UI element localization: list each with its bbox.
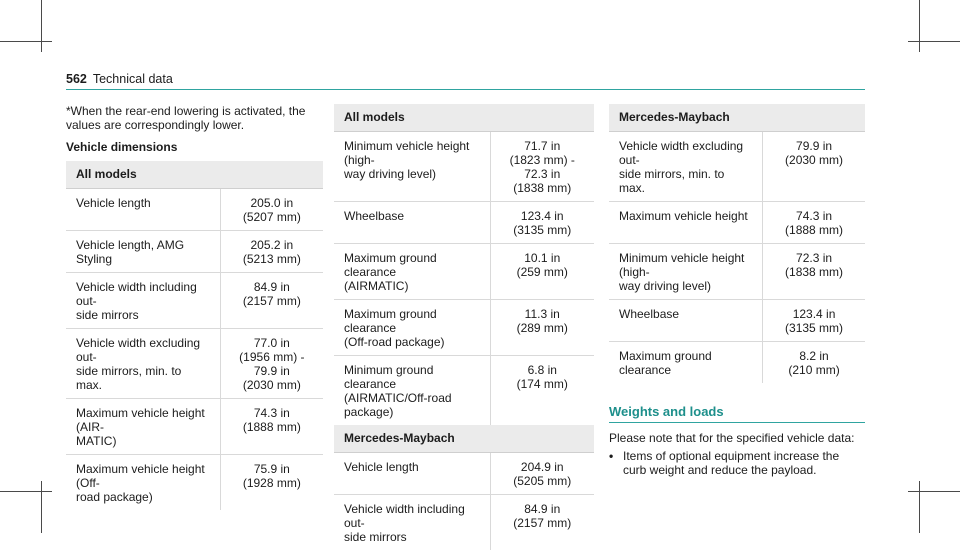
table-row (334, 132, 594, 202)
spec-value: 71.7 in (1823 mm) - 72.3 in (1838 mm) (490, 132, 594, 202)
table-row (609, 244, 865, 300)
table-row (66, 231, 323, 273)
crop-mark (0, 41, 52, 42)
table-row (66, 455, 323, 511)
footnote: *When the rear-end lowering is activated, the values are correspondingly lower. (66, 104, 323, 132)
spec-value: 10.1 in (259 mm) (490, 244, 594, 300)
crop-mark (41, 0, 42, 52)
section-title: Vehicle dimensions (66, 140, 323, 154)
spec-label: Vehicle length, AMG Styling (66, 231, 220, 273)
spec-label: Vehicle length (334, 453, 490, 495)
table-row (609, 300, 865, 342)
dimensions-table (66, 161, 323, 510)
weights-loads-title: Weights and loads (609, 405, 865, 423)
spec-label: Vehicle width including out- side mirrors (66, 273, 220, 329)
spec-value: 204.9 in (5205 mm) (490, 453, 594, 495)
spec-value: 6.8 in (174 mm) (490, 356, 594, 426)
spec-value: 123.4 in (3135 mm) (490, 202, 594, 244)
spec-value: 74.3 in (1888 mm) (763, 202, 865, 244)
table-row (66, 399, 323, 455)
page-number: 562 (66, 72, 87, 86)
crop-mark (919, 481, 920, 533)
spec-value: 84.9 in (2157 mm) (490, 495, 594, 550)
list-item (609, 449, 865, 477)
spec-label: Vehicle length (66, 189, 220, 231)
spec-label: Maximum vehicle height (Off- road package) (66, 455, 220, 511)
table-heading: All models (66, 161, 323, 189)
spec-value: 8.2 in (210 mm) (763, 342, 865, 384)
spec-label: Minimum vehicle height (high- way driving level) (334, 132, 490, 202)
spec-value: 79.9 in (2030 mm) (763, 132, 865, 202)
spec-value: 205.0 in (5207 mm) (220, 189, 323, 231)
spec-value: 11.3 in (289 mm) (490, 300, 594, 356)
table-row (609, 342, 865, 384)
spec-value: 123.4 in (3135 mm) (763, 300, 865, 342)
spec-label: Vehicle width including out- side mirrors (334, 495, 490, 550)
left-column (66, 104, 323, 510)
table-row (66, 273, 323, 329)
table-row (334, 495, 594, 550)
crop-mark (908, 491, 960, 492)
table-row (66, 189, 323, 231)
table-row (66, 329, 323, 399)
crop-mark (908, 41, 960, 42)
spec-label: Minimum vehicle height (high- way driving level) (609, 244, 763, 300)
spec-value: 75.9 in (1928 mm) (220, 455, 323, 511)
crop-mark (0, 491, 52, 492)
middle-column (334, 104, 594, 550)
bullet-text: Items of optional equipment increase the curb weight and reduce the payload. (623, 449, 865, 477)
spec-value: 205.2 in (5213 mm) (220, 231, 323, 273)
spec-value: 84.9 in (2157 mm) (220, 273, 323, 329)
weights-intro: Please note that for the specified vehicle data: (609, 431, 865, 445)
table-row (609, 132, 865, 202)
crop-mark (41, 481, 42, 533)
spec-label: Wheelbase (609, 300, 763, 342)
right-column (609, 104, 865, 477)
spec-label: Maximum vehicle height (AIR- MATIC) (66, 399, 220, 455)
table-row (334, 244, 594, 300)
spec-label: Maximum ground clearance (Off-road package) (334, 300, 490, 356)
spec-value: 74.3 in (1888 mm) (220, 399, 323, 455)
table-heading: All models (334, 104, 594, 132)
table-row (334, 202, 594, 244)
spec-label: Minimum ground clearance (AIRMATIC/Off-road package) (334, 356, 490, 426)
dimensions-table-all-models (334, 104, 594, 550)
spec-label: Maximum ground clearance (AIRMATIC) (334, 244, 490, 300)
spec-label: Vehicle width excluding out- side mirrors, min. to max. (66, 329, 220, 399)
spec-label: Maximum ground clearance (609, 342, 763, 384)
table-row (609, 202, 865, 244)
spec-value: 77.0 in (1956 mm) - 79.9 in (2030 mm) (220, 329, 323, 399)
header-rule (66, 89, 865, 90)
spec-label: Vehicle width excluding out- side mirrors, min. to max. (609, 132, 763, 202)
maybach-dimensions-table (609, 104, 865, 383)
section-name: Technical data (93, 72, 173, 86)
bullet-icon: • (609, 449, 623, 477)
spec-label: Maximum vehicle height (609, 202, 763, 244)
crop-mark (919, 0, 920, 52)
table-heading: Mercedes-Maybach (609, 104, 865, 132)
spec-label: Wheelbase (334, 202, 490, 244)
table-row (334, 300, 594, 356)
table-row (334, 453, 594, 495)
spec-value: 72.3 in (1838 mm) (763, 244, 865, 300)
table-heading: Mercedes-Maybach (334, 425, 594, 453)
page-header (66, 72, 173, 86)
table-row (334, 356, 594, 426)
